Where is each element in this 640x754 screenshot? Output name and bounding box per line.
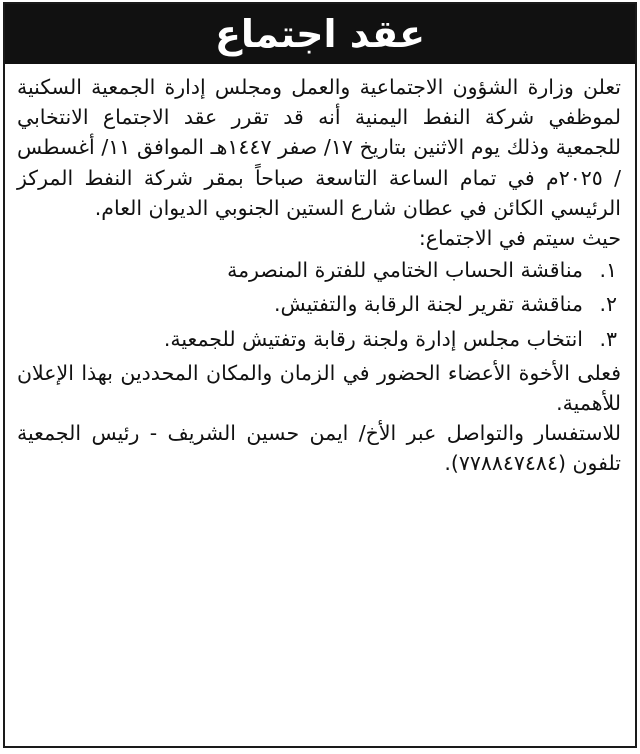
- notice-content: [5, 64, 635, 479]
- agenda-item-number: ٣.: [599, 326, 617, 351]
- announcement-notice: [3, 2, 637, 748]
- contact-paragraph: للاستفسار والتواصل عبر الأخ/ ايمن حسين الشريف - رئيس الجمعية تلفون (٧٧٨٨٤٧٤٨٤).: [17, 421, 621, 476]
- title-bar: [5, 4, 635, 64]
- agenda-item-number: ١.: [599, 258, 617, 283]
- notice-title: عقد اجتماع: [214, 12, 426, 56]
- agenda-item-text: انتخاب مجلس إدارة ولجنة رقابة وتفتيش للجمعية.: [163, 326, 583, 351]
- closing-paragraph: فعلى الأخوة الأعضاء الحضور في الزمان والمكان المحددين بهذا الإعلان للأهمية.: [17, 360, 621, 416]
- agenda-item: [17, 324, 621, 354]
- agenda-item: [17, 289, 621, 319]
- agenda-list: [17, 255, 621, 354]
- agenda-item-text: مناقشة الحساب الختامي للفترة المنصرمة: [227, 258, 583, 283]
- agenda-intro: حيث سيتم في الاجتماع:: [418, 226, 621, 251]
- agenda-item-number: ٢.: [599, 292, 617, 317]
- notice-body: تعلن وزارة الشؤون الاجتماعية والعمل ومجلس إدارة الجمعية السكنية لموظفي شركة النفط اليمنية أنه قد تقرر عقد الاجتماع الانتخابي للجمعية وذلك يوم الاثنين بتاريخ ١٧/ صفر ١٤٤٧هـ الموافق ١١/ أغسطس / ٢٠٢٥م في تمام الساعة التاسعة صباحاً بمقر شركة النفط المركز الرئيسي الكائن في عطان شارع الستين الجنوبي الديوان العام.: [17, 75, 621, 220]
- agenda-item-text: مناقشة تقرير لجنة الرقابة والتفتيش.: [273, 292, 583, 317]
- agenda-item: [17, 255, 621, 285]
